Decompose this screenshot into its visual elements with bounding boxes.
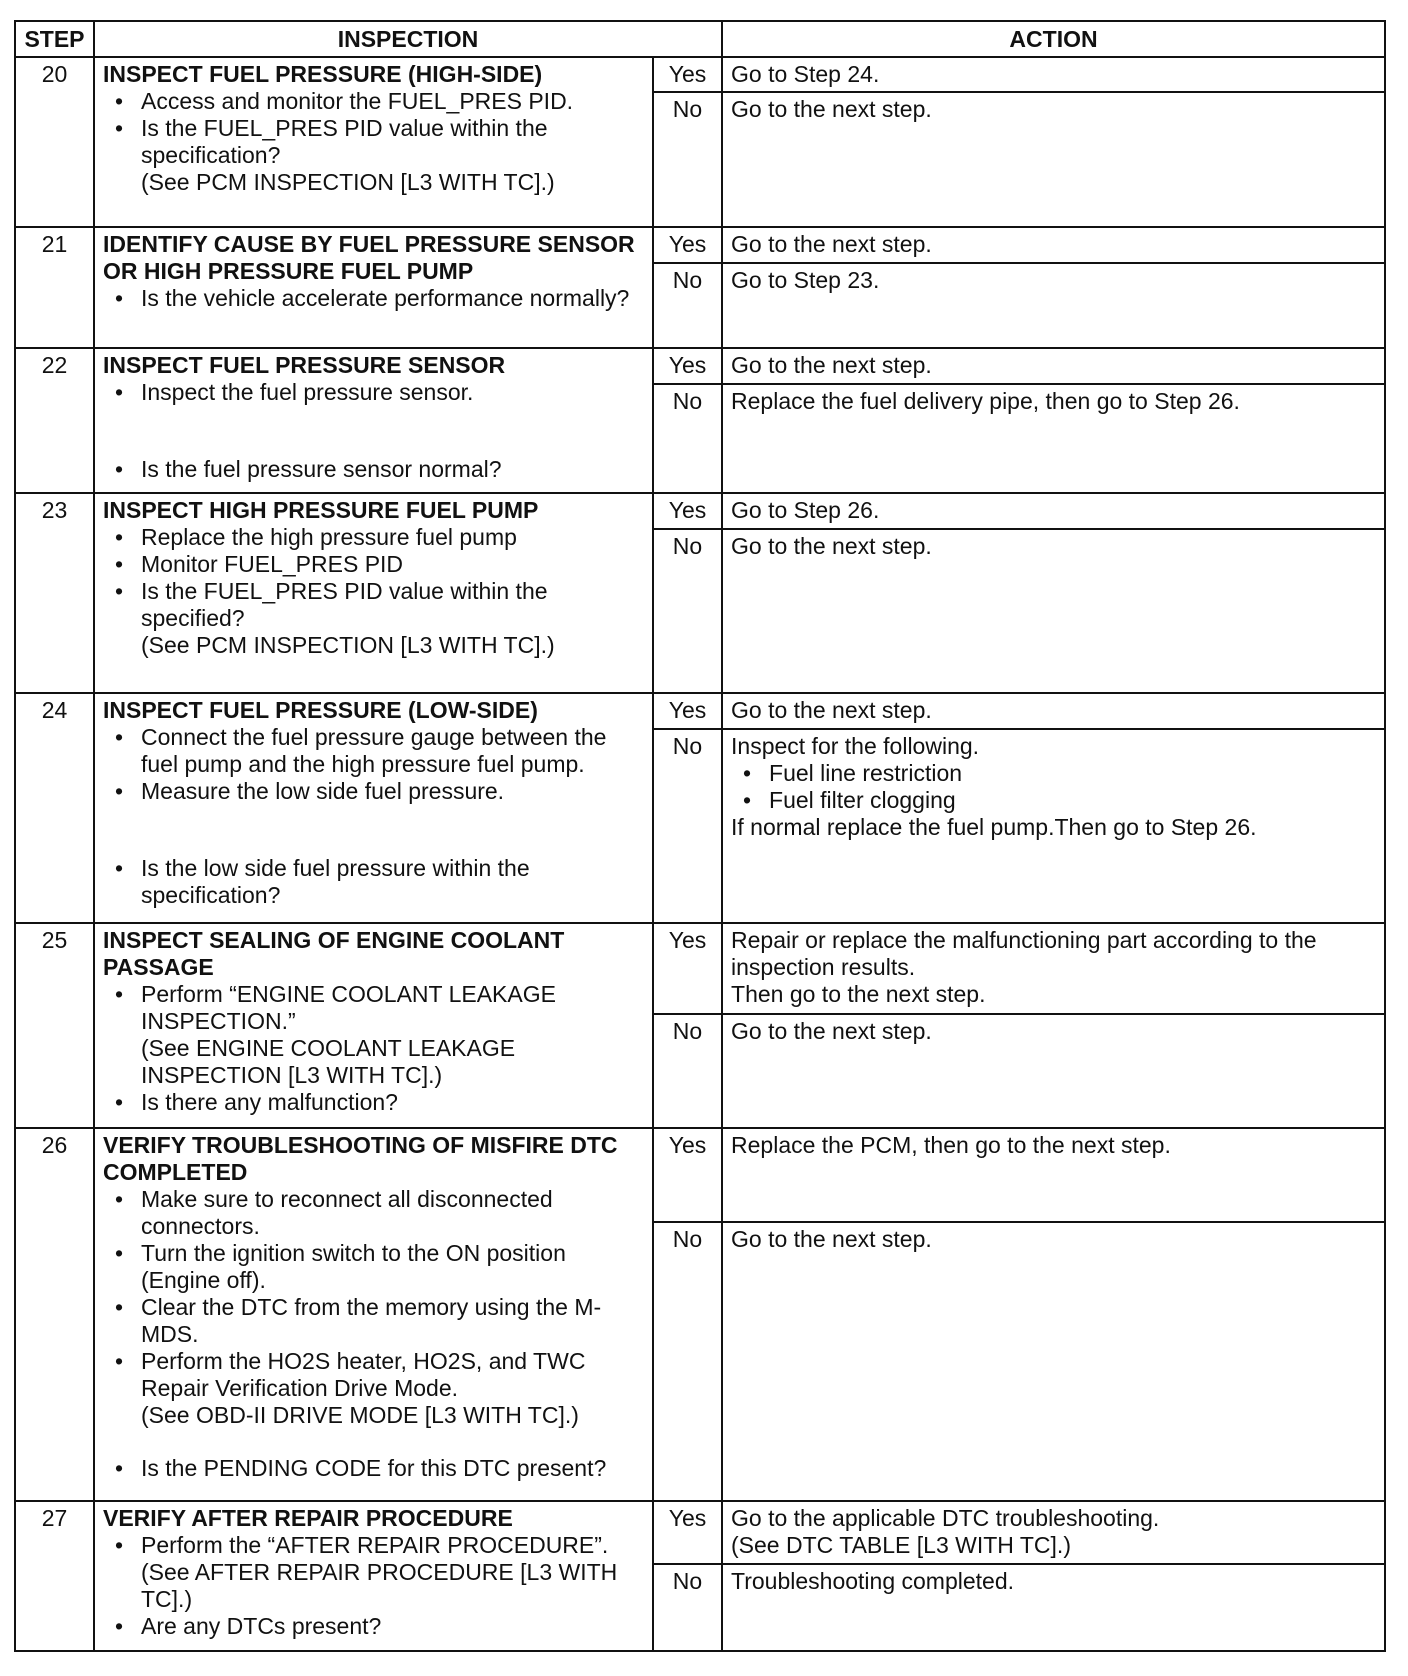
no-label: No [653,263,722,348]
list-item: • Inspect the fuel pressure sensor. [103,379,646,406]
no-label: No [653,92,722,227]
inspection-title: INSPECT HIGH PRESSURE FUEL PUMP [103,497,539,524]
yes-label: Yes [653,57,722,92]
no-label: No [653,1222,722,1501]
table-row [15,493,1385,528]
yes-label: Yes [653,227,722,262]
list-item: • Connect the fuel pressure gauge between the fuel pump and the high pressure fuel pump. [103,724,646,778]
yes-label: Yes [653,1128,722,1222]
list-item: • Access and monitor the FUEL_PRES PID. [103,88,646,115]
header-step: STEP [15,21,94,57]
list-item: • Perform the HO2S heater, HO2S, and TWC Repair Verification Drive Mode. (See OBD-II DRIVE MODE [L3 WITH TC].) [103,1348,646,1429]
list-item: • Is the FUEL_PRES PID value within the specification? (See PCM INSPECTION [L3 WITH TC].) [103,115,646,196]
list-item: • Perform “ENGINE COOLANT LEAKAGE INSPECTION.” (See ENGINE COOLANT LEAKAGE INSPECTION [L3 WITH TC].) [103,981,646,1089]
list-item: • Measure the low side fuel pressure. [103,778,646,805]
yes-label: Yes [653,348,722,384]
no-action: Replace the fuel delivery pipe, then go to Step 26. [722,384,1385,494]
reference-note: (See AFTER REPAIR PROCEDURE [L3 WITH TC].) [141,1559,618,1613]
table-row [15,1501,1385,1563]
inspection-cell [94,1128,653,1501]
inspection-title: VERIFY AFTER REPAIR PROCEDURE [103,1505,513,1532]
inspection-cell [94,57,653,227]
yes-action: Go to Step 26. [722,493,1385,528]
inspection-cell [94,1501,653,1651]
no-label: No [653,529,722,693]
inspection-title: INSPECT FUEL PRESSURE SENSOR [103,351,506,378]
list-item: • Perform the “AFTER REPAIR PROCEDURE”. (See AFTER REPAIR PROCEDURE [L3 WITH TC].) [103,1532,646,1613]
yes-action: Go to the applicable DTC troubleshooting. (See DTC TABLE [L3 WITH TC].) [722,1501,1385,1563]
no-action [722,729,1385,923]
reference-note: (See OBD-II DRIVE MODE [L3 WITH TC].) [141,1402,579,1429]
no-action: Go to the next step. [722,529,1385,693]
troubleshooting-document [14,20,1384,1652]
no-label: No [653,1564,722,1651]
header-action: ACTION [722,21,1385,57]
step-number: 20 [15,57,94,227]
inspection-title: INSPECT FUEL PRESSURE (HIGH-SIDE) [103,61,543,87]
step-number: 24 [15,693,94,923]
table-row [15,923,1385,1014]
yes-action: Go to the next step. [722,227,1385,262]
list-item: • Fuel line restriction [731,760,1378,787]
no-action: Go to the next step. [722,1014,1385,1129]
list-item: • Is there any malfunction? [103,1089,646,1116]
step-number: 27 [15,1501,94,1651]
inspection-title: INSPECT SEALING OF ENGINE COOLANT PASSAGE [103,926,565,980]
yes-action: Repair or replace the malfunctioning part according to the inspection results. Then go to the next step. [722,923,1385,1014]
reference-note: (See PCM INSPECTION [L3 WITH TC].) [141,169,555,195]
list-item: • Replace the high pressure fuel pump [103,524,646,551]
inspection-cell [94,493,653,693]
no-label: No [653,1014,722,1129]
list-item: • Is the low side fuel pressure within the specification? [103,855,646,909]
no-action: Go to the next step. [722,92,1385,227]
list-item: • Fuel filter clogging [731,787,1378,814]
inspection-title: VERIFY TROUBLESHOOTING OF MISFIRE DTC COMPLETED [103,1132,618,1186]
yes-label: Yes [653,923,722,1014]
yes-action: Go to Step 24. [722,57,1385,92]
inspection-cell [94,348,653,493]
table-row [15,227,1385,262]
yes-label: Yes [653,693,722,729]
header-inspection: INSPECTION [94,21,722,57]
list-item: • Is the fuel pressure sensor normal? [103,456,646,483]
list-item: • Is the PENDING CODE for this DTC present? [103,1455,646,1482]
inspection-title: INSPECT FUEL PRESSURE (LOW-SIDE) [103,696,538,723]
no-label: No [653,384,722,494]
step-number: 21 [15,227,94,348]
list-item: • Is the FUEL_PRES PID value within the specified? (See PCM INSPECTION [L3 WITH TC].) [103,578,646,659]
yes-action: Go to the next step. [722,348,1385,384]
table-row [15,1128,1385,1222]
step-number: 22 [15,348,94,493]
no-label: No [653,729,722,923]
step-number: 25 [15,923,94,1129]
inspection-cell [94,227,653,348]
table-row [15,348,1385,384]
list-item: • Turn the ignition switch to the ON position (Engine off). [103,1240,646,1294]
table-row [15,693,1385,729]
list-item: • Monitor FUEL_PRES PID [103,551,646,578]
no-action: Troubleshooting completed. [722,1564,1385,1651]
step-number: 23 [15,493,94,693]
troubleshooting-table [14,20,1386,1652]
yes-action: Replace the PCM, then go to the next step. [722,1128,1385,1222]
table-header-row [15,21,1385,57]
inspection-cell [94,693,653,923]
action-intro: Inspect for the following. [731,732,980,759]
inspection-title: IDENTIFY CAUSE BY FUEL PRESSURE SENSOR OR HIGH PRESSURE FUEL PUMP [103,231,635,285]
list-item: • Is the vehicle accelerate performance normally? [103,285,646,312]
inspection-cell [94,923,653,1129]
action-outro: If normal replace the fuel pump.Then go to Step 26. [731,813,1257,840]
yes-label: Yes [653,1501,722,1563]
reference-note: (See PCM INSPECTION [L3 WITH TC].) [141,632,555,659]
step-number: 26 [15,1128,94,1501]
list-item: • Make sure to reconnect all disconnected connectors. [103,1186,646,1240]
no-action: Go to Step 23. [722,263,1385,348]
reference-note: (See ENGINE COOLANT LEAKAGE INSPECTION [L3 WITH TC].) [141,1034,516,1088]
yes-label: Yes [653,493,722,528]
no-action: Go to the next step. [722,1222,1385,1501]
list-item: • Clear the DTC from the memory using the M-MDS. [103,1294,646,1348]
list-item: • Are any DTCs present? [103,1613,646,1640]
yes-action: Go to the next step. [722,693,1385,729]
table-row [15,57,1385,92]
